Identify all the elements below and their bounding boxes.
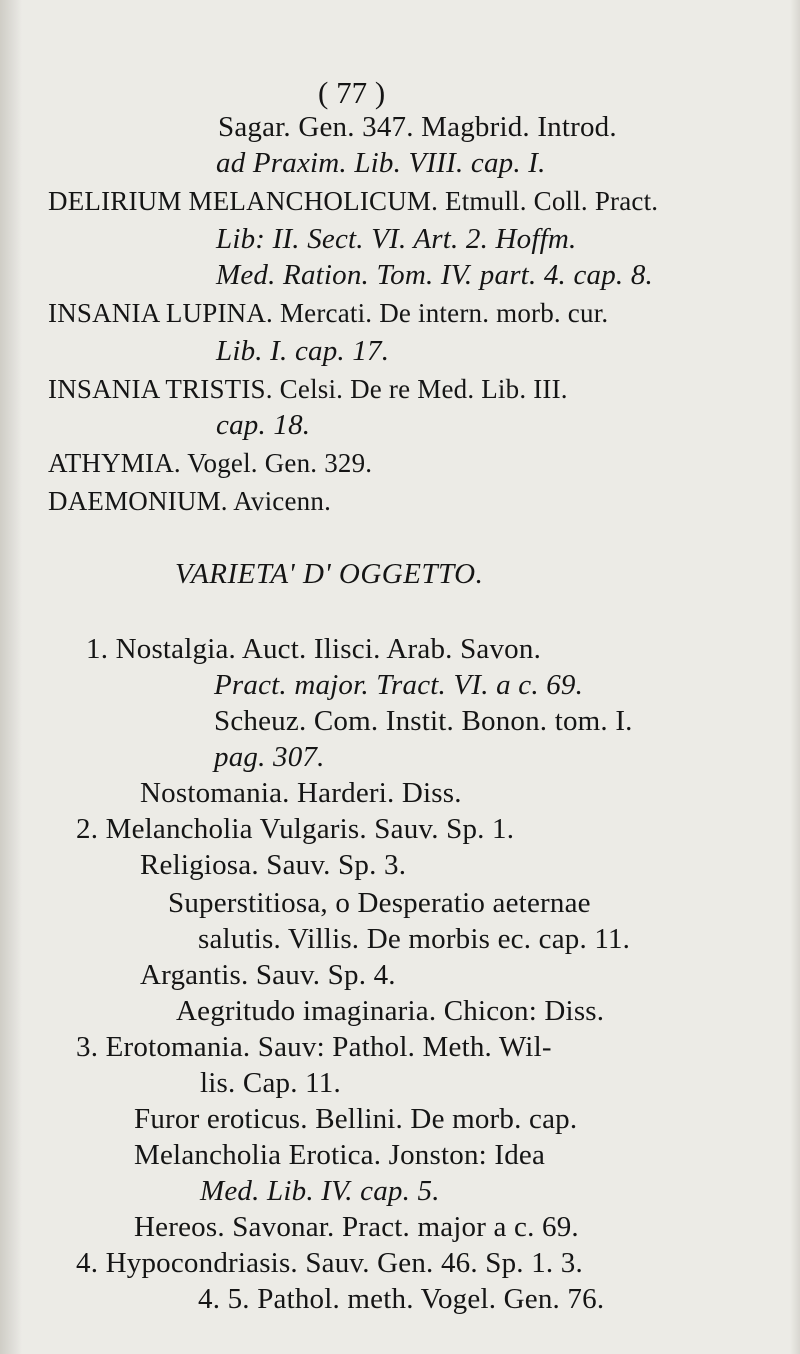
text-line: Superstitiosa, o Desperatio aeternae: [168, 887, 591, 919]
text-line: ad Praxim. Lib. VIII. cap. I.: [216, 147, 546, 179]
page-gutter-shadow: [0, 0, 22, 1354]
text-line: Med. Ration. Tom. IV. part. 4. cap. 8.: [216, 259, 653, 291]
text-line: 2. Melancholia Vulgaris. Sauv. Sp. 1.: [76, 813, 515, 845]
text-line: Sagar. Gen. 347. Magbrid. Introd.: [218, 111, 617, 143]
text-line: Furor eroticus. Bellini. De morb. cap.: [134, 1103, 578, 1135]
page-number: ( 77 ): [318, 75, 386, 110]
text-line: Hereos. Savonar. Pract. major a c. 69.: [134, 1211, 579, 1243]
page-edge-shadow: [790, 0, 800, 1354]
text-line: salutis. Villis. De morbis ec. cap. 11.: [198, 923, 631, 955]
text-line: pag. 307.: [214, 741, 325, 773]
entry-heading-insania-tristis: INSANIA TRISTIS. Celsi. De re Med. Lib. III.: [48, 374, 568, 404]
text-line: Med. Lib. IV. cap. 5.: [200, 1175, 440, 1207]
text-line: Religiosa. Sauv. Sp. 3.: [140, 849, 407, 881]
text-line: Pract. major. Tract. VI. a c. 69.: [214, 669, 584, 701]
text-line: Argantis. Sauv. Sp. 4.: [140, 959, 396, 991]
section-heading: VARIETA' D' OGGETTO.: [175, 558, 484, 590]
text-line: Scheuz. Com. Instit. Bonon. tom. I.: [214, 705, 633, 737]
text-line: 4. 5. Pathol. meth. Vogel. Gen. 76.: [198, 1283, 605, 1315]
text-line: cap. 18.: [216, 409, 311, 441]
text-line: Nostomania. Harderi. Diss.: [140, 777, 462, 809]
text-line: Lib. I. cap. 17.: [216, 335, 390, 367]
entry-heading-insania-lupina: INSANIA LUPINA. Mercati. De intern. morb. cur.: [48, 298, 609, 328]
text-line: 4. Hypocondriasis. Sauv. Gen. 46. Sp. 1. 3.: [76, 1247, 583, 1279]
text-line: Lib: II. Sect. VI. Art. 2. Hoffm.: [216, 223, 577, 255]
text-line: 1. Nostalgia. Auct. Ilisci. Arab. Savon.: [86, 633, 542, 665]
text-line: lis. Cap. 11.: [200, 1067, 341, 1099]
entry-heading-daemonium: DAEMONIUM. Avicenn.: [48, 486, 332, 516]
text-line: Melancholia Erotica. Jonston: Idea: [134, 1139, 546, 1171]
text-line: 3. Erotomania. Sauv: Pathol. Meth. Wil-: [76, 1031, 552, 1063]
text-line: Aegritudo imaginaria. Chicon: Diss.: [176, 995, 605, 1027]
entry-heading-delirium: DELIRIUM MELANCHOLICUM. Etmull. Coll. Pract.: [48, 186, 659, 216]
entry-heading-athymia: ATHYMIA. Vogel. Gen. 329.: [48, 448, 373, 478]
